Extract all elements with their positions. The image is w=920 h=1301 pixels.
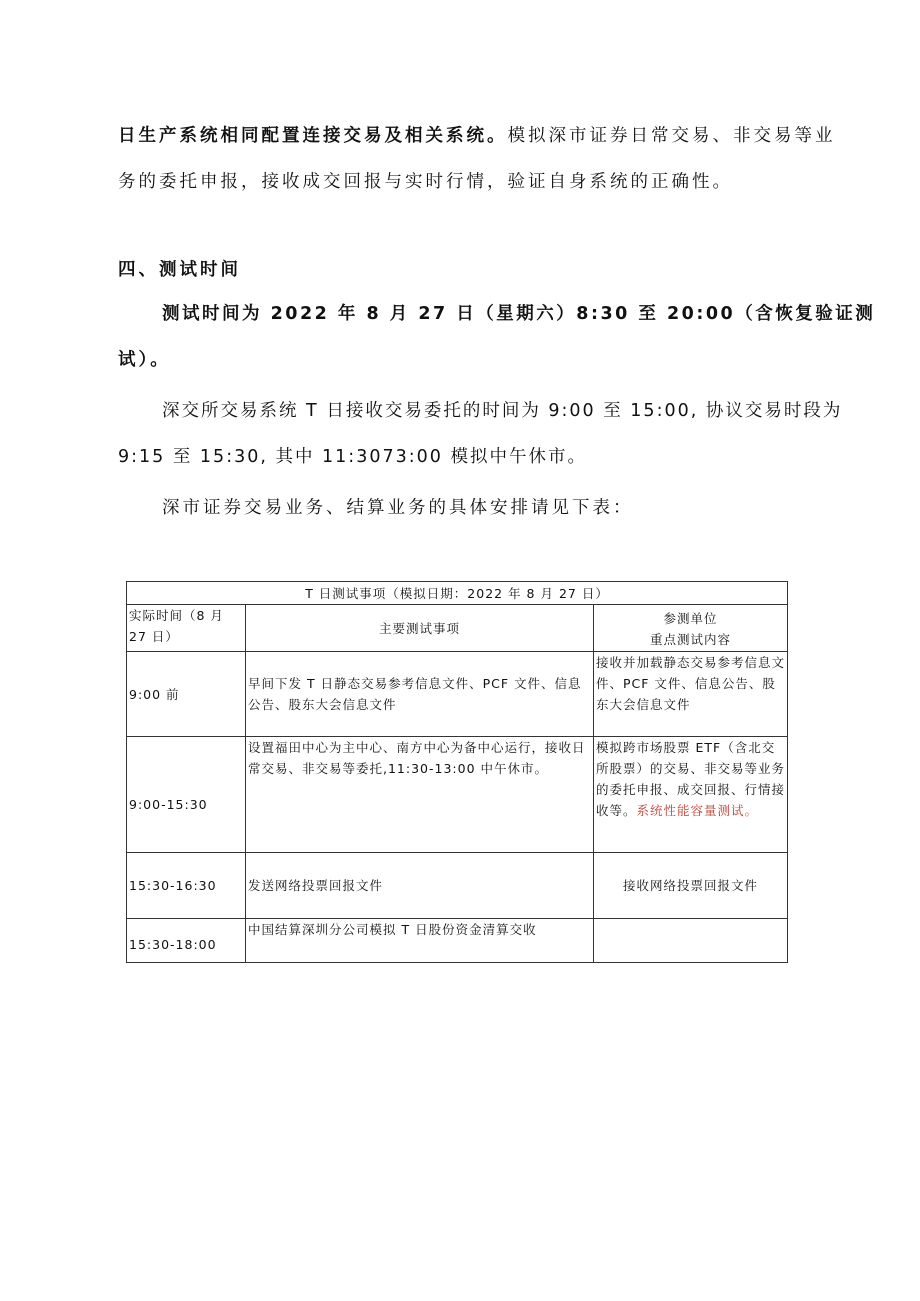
row-unit: 接收并加载静态交易参考信息文件、PCF 文件、信息公告、股东大会信息文件 [594, 652, 788, 737]
table-row [127, 853, 788, 919]
table-row [127, 919, 788, 963]
bold-text: 日生产系统相同配置连接交易及相关系统。 [118, 126, 508, 146]
header-unit [594, 605, 788, 652]
table-caption: T 日测试事项（模拟日期：2022 年 8 月 27 日） [127, 582, 788, 605]
table-caption-row [127, 582, 788, 605]
header-time: 实际时间（8 月 27 日） [127, 605, 246, 652]
table-row [127, 652, 788, 737]
trading-hours-line: 9:15 至 15:30, 其中 11:3073:00 模拟中午休市。 [118, 447, 587, 467]
row-unit [594, 919, 788, 963]
test-time-line: 测试时间为 2022 年 8 月 27 日（星期六）8:30 至 20:00（含恢复验证测 [162, 304, 876, 324]
row-unit [594, 737, 788, 853]
test-time-line: 试）。 [118, 350, 171, 370]
header-unit-line1: 参测单位 [663, 611, 718, 626]
row-main: 中国结算深圳分公司模拟 T 日股份资金清算交收 [246, 919, 594, 963]
row-main: 发送网络投票回报文件 [246, 853, 594, 919]
table-row [127, 737, 788, 853]
row-unit-highlight: 系统性能容量测试。 [636, 803, 759, 818]
table-header-row [127, 605, 788, 652]
row-main: 设置福田中心为主中心、南方中心为备中心运行，接收日常交易、非交易等委托,11:30-13:00 中午休市。 [246, 737, 594, 853]
paragraph-line [118, 122, 836, 147]
header-main: 主要测试事项 [246, 605, 594, 652]
body-text: 模拟深市证券日常交易、非交易等业 [507, 126, 836, 146]
row-unit: 接收网络投票回报文件 [594, 853, 788, 919]
paragraph-line: 务的委托申报，接收成交回报与实时行情，验证自身系统的正确性。 [118, 172, 733, 192]
row-time: 9:00-15:30 [127, 737, 246, 853]
row-unit-text: 模拟跨市场股票 ETF（含北交所股票）的交易、非交易等业务的委托申报、成交回报、行情接收等。 [596, 740, 786, 818]
row-main: 早间下发 T 日静态交易参考信息文件、PCF 文件、信息公告、股东大会信息文件 [246, 652, 594, 737]
row-time: 9:00 前 [127, 652, 246, 737]
table-intro: 深市证券交易业务、结算业务的具体安排请见下表： [162, 498, 634, 518]
schedule-table [126, 581, 788, 963]
section-heading: 四、测试时间 [118, 260, 241, 280]
row-time: 15:30-16:30 [127, 853, 246, 919]
row-time: 15:30-18:00 [127, 919, 246, 963]
trading-hours-line: 深交所交易系统 T 日接收交易委托的时间为 9:00 至 15:00, 协议交易时段为 [162, 401, 843, 421]
header-unit-line2: 重点测试内容 [650, 632, 732, 647]
